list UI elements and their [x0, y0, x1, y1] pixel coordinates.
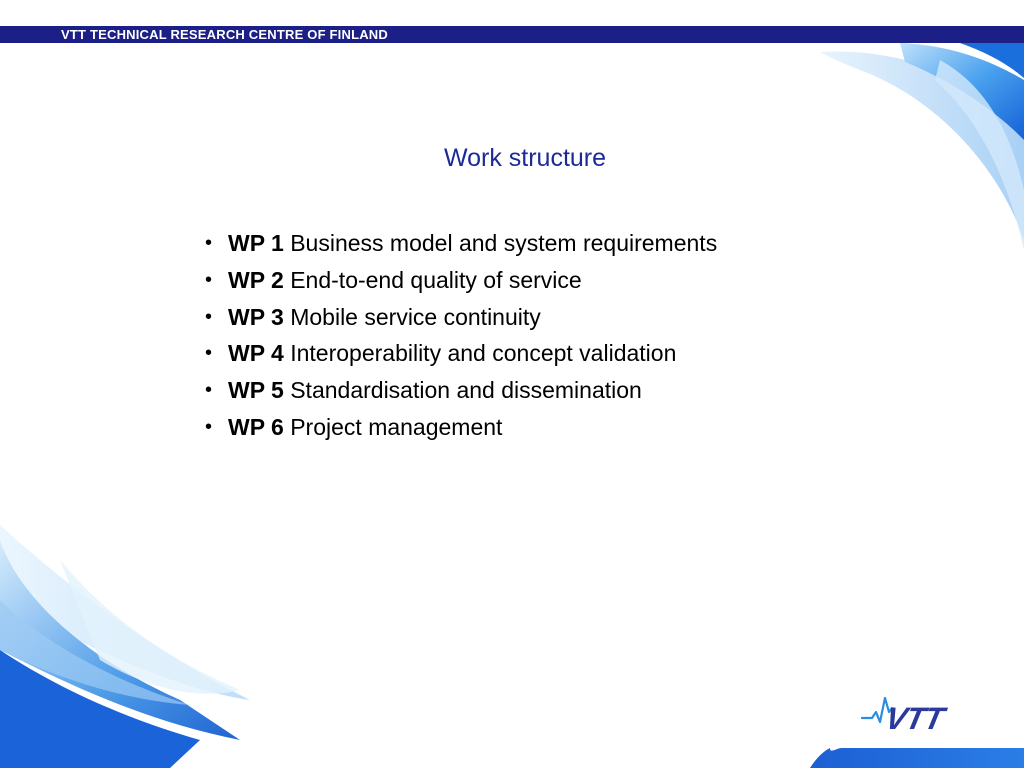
wp-description: Business model and system requirements	[283, 230, 718, 256]
logo-text: VTT	[882, 701, 947, 736]
wp-code: WP 6	[228, 413, 284, 440]
header-bar	[0, 26, 1024, 43]
wp-description: Project management	[283, 413, 503, 440]
bullet-icon: •	[205, 305, 213, 328]
wp-description: End-to-end quality of service	[283, 266, 582, 293]
bullet-icon: •	[205, 379, 213, 402]
wp-code: WP 2	[228, 266, 284, 293]
wp-description: Interoperability and concept validation	[283, 340, 677, 367]
organization-name: VTT TECHNICAL RESEARCH CENTRE OF FINLAND	[61, 27, 388, 42]
bullet-icon: •	[205, 342, 213, 365]
vtt-logo	[858, 692, 970, 736]
wp-code: WP 3	[228, 303, 284, 330]
work-package-list	[205, 228, 717, 449]
list-item	[205, 228, 717, 265]
bullet-icon: •	[205, 232, 213, 254]
list-item	[205, 302, 717, 339]
wp-code: WP 5	[228, 377, 284, 404]
wp-code: WP 4	[228, 340, 284, 367]
list-item	[205, 375, 717, 412]
wp-description: Mobile service continuity	[283, 303, 541, 330]
wp-code: WP 1	[228, 230, 284, 256]
list-item	[205, 412, 717, 449]
slide-title: Work structure	[443, 144, 607, 172]
wp-description: Standardisation and dissemination	[283, 377, 642, 404]
bullet-icon: •	[205, 415, 213, 438]
list-item	[205, 265, 717, 302]
list-item	[205, 338, 717, 375]
bullet-icon: •	[205, 268, 213, 291]
